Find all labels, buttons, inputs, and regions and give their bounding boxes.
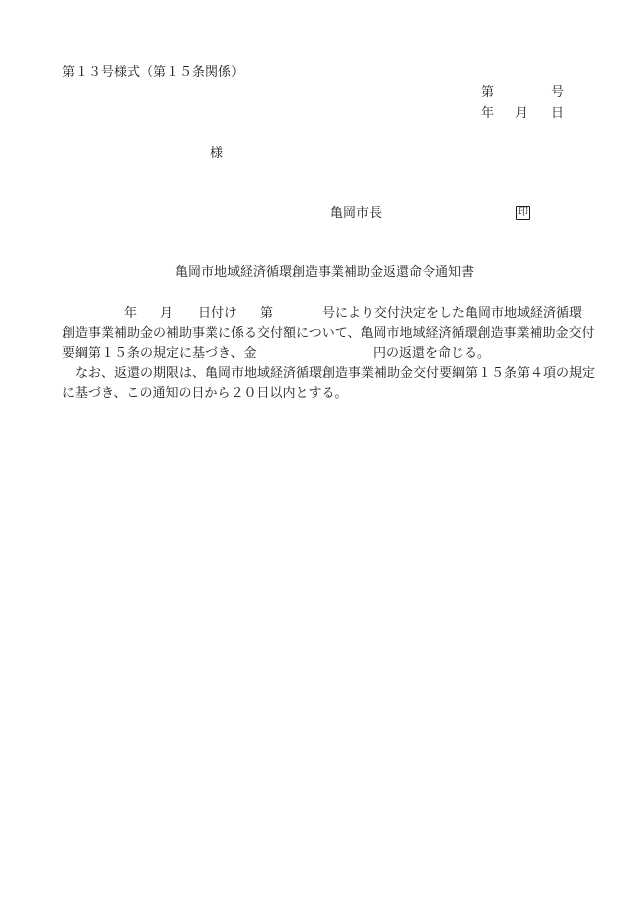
issuer-name: 亀岡市長 (330, 206, 383, 221)
body-line-1-text: 号により交付決定をした亀岡市地域経済循環 (322, 306, 583, 321)
addressee-honorific: 様 (210, 146, 224, 161)
body-line-3-text-b: 円の返還を命じる。 (373, 346, 491, 361)
document-number-suffix: 号 (551, 85, 565, 100)
body-month-label: 月 (160, 306, 174, 321)
body-line-4-text: なお、返還の期限は、亀岡市地域経済循環創造事業補助金交付要綱第１５条第４項の規定 (75, 366, 596, 381)
date-day-label: 日 (551, 106, 565, 121)
date-year-label: 年 (481, 106, 495, 121)
body-line-2: 創造事業補助金の補助事業に係る交付額について、亀岡市地域経済循環創造事業補助金交付 (62, 326, 595, 341)
body-line-3-text-a: 要綱第１５条の規定に基づき、金 (62, 346, 257, 361)
body-line-5: に基づき、この通知の日から２０日以内とする。 (62, 386, 348, 401)
seal-mark-icon: 印 (518, 207, 528, 218)
document-title: 亀岡市地域経済循環創造事業補助金返還命令通知書 (175, 265, 475, 280)
body-number-prefix: 第 (260, 306, 274, 321)
document-number-prefix: 第 (481, 85, 495, 100)
body-line-4 (75, 367, 595, 380)
body-dated-label: 日付け (198, 306, 238, 321)
body-year-label: 年 (124, 306, 138, 321)
date-month-label: 月 (515, 106, 529, 121)
form-number: 第１３号様式（第１５条関係） (62, 65, 245, 80)
